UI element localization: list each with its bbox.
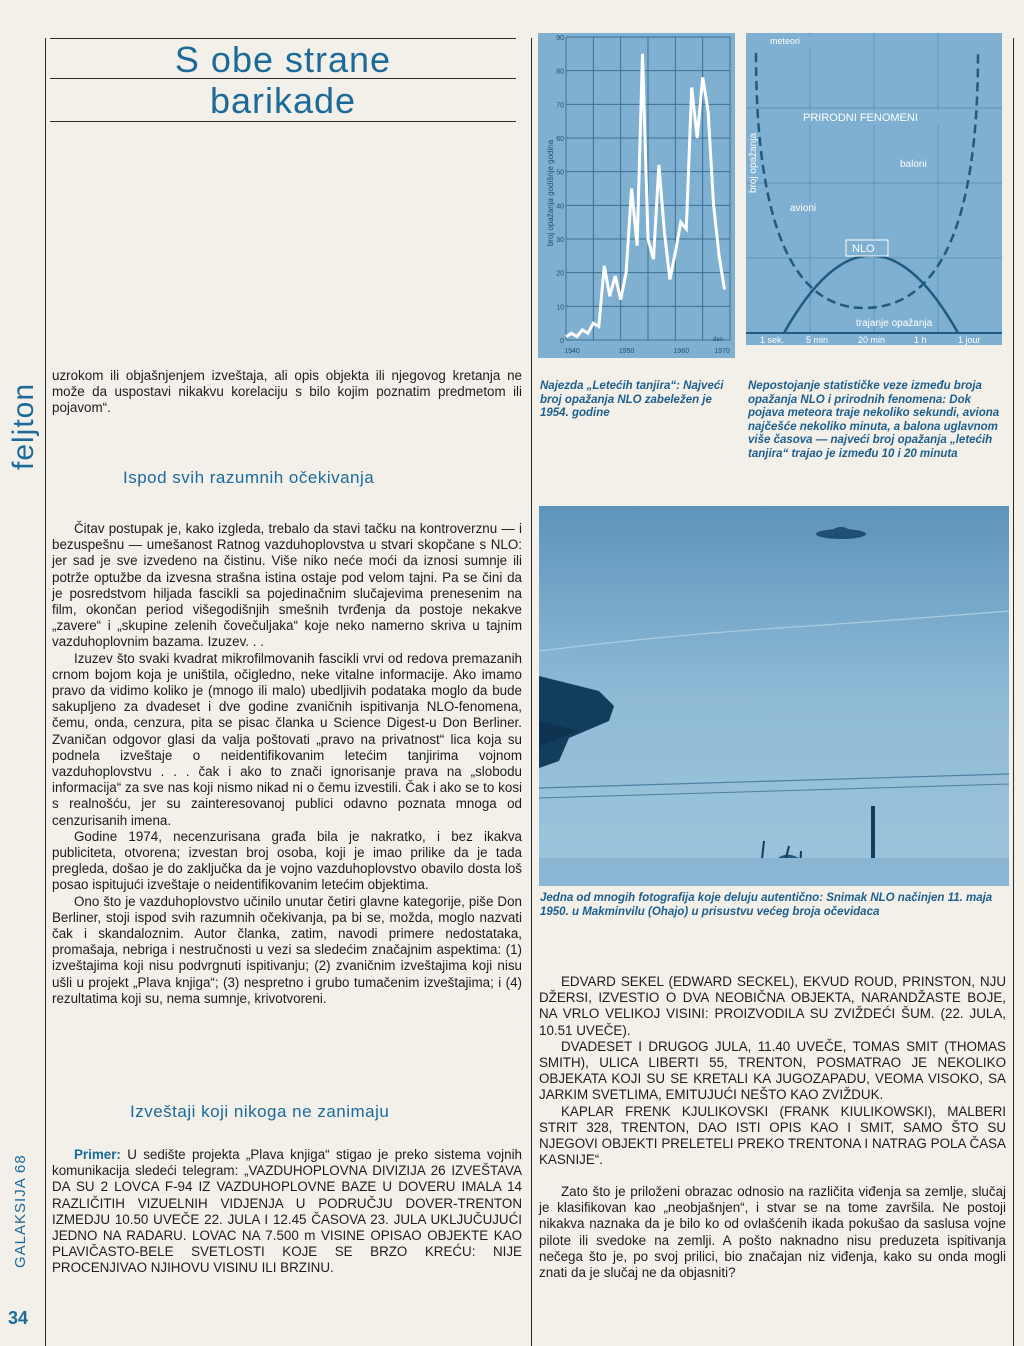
- label-natural-phenomena: PRIRODNI FENOMENI: [803, 112, 918, 124]
- caption-photo: Jedna od mnogih fotografija koje deluju autentično: Snimak NLO načinjen 11. maja 1950. u Makminvilu (Ohajo) u prisustvu većeg broja očevidaca: [540, 892, 993, 918]
- body-paragraph: Čitav postupak je, kako izgleda, trebalo da stavi tačku na kontroverznu — i bezuspešnu — umešanost Ratnog vazduhoplovstva u stvari skopčane s NLO: jer sad je sve izvedeno na čistinu. Više niko neće moći da iznosi sumnje ili potrže optužbe da izvesna strašna istina ostaje pod velom tajni. Pa se čini da je posredstvom hiljada fascikli sa pojedinačnim slučajevima prenesenim na film, okončan period višegodišnjih smešnih tvrđenja da postoje nekakve „zavere“ i „skupine zelenih čovečuljaka“ koje neko namerno skriva u tajnim vazduhoplovnim bazama. Izuzev. . .: [52, 521, 522, 650]
- x-tick-label: 1960: [673, 348, 690, 355]
- x-tick-label: 1940: [564, 348, 580, 355]
- y-tick-label: 20: [556, 270, 564, 278]
- label-nlo: NLO: [852, 243, 875, 255]
- y-tick-label: 60: [556, 136, 564, 143]
- page-title-line1: S obe strane: [174, 39, 392, 80]
- title-rule-3: [50, 121, 516, 122]
- intro-paragraph: uzrokom ili objašnjenjem izveštaja, ali opis objekta ili njegovog kretanja ne može da uspostavi nikakvu korelaciju s bilo kojim poznatim predmetom ili pojavom“.: [52, 368, 522, 416]
- primer-label: Primer:: [74, 1147, 121, 1162]
- y-tick-label: 50: [556, 169, 564, 177]
- column-divider-left: [531, 38, 532, 1346]
- subhead-2: Izveštaji koji nikoga ne zanimaju: [130, 1102, 390, 1121]
- x-tick-label: 1950: [618, 348, 635, 355]
- x-unit-label: den: [713, 337, 724, 343]
- subhead-1: Ispod svih razumnih očekivanja: [123, 468, 375, 487]
- primer-paragraph: [52, 1147, 522, 1277]
- x-tick-label: 1970: [714, 348, 730, 355]
- x-tick-label: 1 jour: [958, 335, 981, 345]
- page-title-line2: barikade: [209, 80, 357, 121]
- chart-duration-diagram: [746, 33, 1002, 345]
- caption-chart-2: Nepostojanje statističke veze između broja opažanja NLO i prirodnih fenomena: Dok pojava meteora traje nekoliko sekundi, aviona najčešće nekoliko minuta, a balona uglavnom više časova — najveći broj opažanja „letećih tanjira“ trajao je između 10 i 20 minuta: [748, 380, 1000, 460]
- y-tick-label: 80: [556, 68, 564, 76]
- y-tick-label: 40: [556, 203, 564, 211]
- y-axis-label: broj opažanja godišnje godina: [546, 139, 555, 247]
- y-tick-label: 0: [560, 338, 564, 345]
- x-tick-label: 20 min: [858, 335, 886, 345]
- caps-paragraph: EDVARD SEKEL (EDWARD SECKEL), EKVUD ROUD, PRINSTON, NJU DŽERSI, IZVESTIO O DVA NEOBIČNA OBJEKTA, NARANDŽASTE BOJE, NA VRLO VELIKOJ VISINI: PROIZVODILA SU ZVIŽDEĆI ŠUM. (22. JULA, 10.51 UVEČE).: [539, 974, 1006, 1038]
- body-paragraph: Izuzev što svaki kvadrat mikrofilmovanih fascikli vrvi od redova premazanih crnom bojom koja je uništila, očigledno, neke vitalne informacije. Ako imamo pravo da vidimo koliko je (mnogo ili malo) ubedljivih podataka moglo da bude sakupljeno za dvadeset i dve godine zvaničnih ispitivanja NLO-fenomena, čemu, onda, cenzura, pita se pisac članka u Science Digest-u Don Berliner. Zvaničan odgovor glasi da valja poštovati „pravo na privatnost“ lica koja su podnela izveštaje o neidentifikovanim letećim tanjirima vojnom vazduhoplovstvu . . . čak i ako to znači ignorisanje prava na „slobodu informacija“ za sve nas koji nismo nikad ni o čemu izvestili. Čak i ako se to kosi s realnošću, jer su zainteresovanoj publici odavno poznata mnoga od cenzurisanih imena.: [52, 650, 522, 828]
- ufo-photograph: [539, 506, 1009, 886]
- y-tick-label: 10: [556, 304, 564, 312]
- body-paragraph: Godine 1974, necenzurisana građa bila je nakratko, i bez ikakva publiciteta, otvorena; izvestan broj osoba, koji je imao prilike da je tada pregleda, došao je do zaključka da je vojno vazduhoplovstvo obavilo dosta loš posao ispitujući izveštaje o neidentifikovanim letećim objektima.: [52, 828, 522, 893]
- column-divider-right: [1013, 38, 1014, 1346]
- caps-paragraph: DVADESET I DRUGOG JULA, 11.40 UVEČE, TOMAS SMIT (THOMAS SMITH), ULICA LIBERTI 55, TRENTON, POSMATRAO JE NEKOLIKO OBJEKATA KOJI SU SE KRETALI KA JUGOZAPADU, VEOMA VISOKO, SA JARKIM SVETLIMA, EMITUJUĆI NEŠTO KAO ZVIŽDUK.: [539, 1038, 1006, 1103]
- magazine-label: GALAKSIJA 68: [12, 1154, 29, 1268]
- primer-text: U sedište projekta „Plava knjiga“ stigao je preko sistema vojnih komunikacija sledeći telegram: „VAZDUHOPLOVNA DIVIZIJA 26 IZVEŠTAVA DA SU 2 LOVCA F-94 IZ VAZDUHOPLOVNE BAZE U DOVERU IMALA 14 RAZLIČITIH VIZUELNIH VIDJENJA U PODRUČJU DOVER-TRENTON IZMEDJU 10.50 UVEČE 22. JULA I 12.45 ČASOVA 23. JULA UKLJUČUJUĆI JEDNO NA RADARU. LOVAC NA 7.500 m VISINE OPISAO OBJEKTE KAO PLAVIČASTO-BELE SVETLOSTI KOJE SE BRZO KREĆU: NIJE PROCENJIVAO NJIHOVU VISINU ILI BRZINU.: [52, 1147, 522, 1276]
- page-number: 34: [8, 1308, 29, 1328]
- body-paragraph: Ono što je vazduhoplovstvo učinilo unutar četiri glavne kategorije, piše Don Berliner, stoji ispod svih razumnih očekivanja, pa bi se, možda, moglo nazvati čak i skandaloznim. Autor članka, zatim, navodi primere nedostataka, promašaja, nebriga i nestručnosti u vezi sa sledećim značajnim aspektima: (1) izveštajima koji nisu podvrgnuti ispitivanju; (2) zvaničnim izveštajima koji nisu ušli u projekt „Plava knjiga“; (3) nespretno i grubo tumačenim izveštajima; i (4) rezultatima koji su, nema sumnje, krivotvoreni.: [52, 893, 522, 1006]
- label-avioni: avioni: [790, 203, 817, 214]
- label-baloni: baloni: [900, 159, 927, 170]
- left-margin-rule: [45, 38, 46, 1346]
- x-tick-label: 5 min: [806, 335, 829, 345]
- column-2-caps-body: [539, 974, 1006, 1168]
- body-paragraph: Zato što je priloženi obrazac odnosio na različita viđenja sa zemlje, slučaj je klasifikovan kao „neobjašnjen“, i stvar se na tome završila. Ne postoji nikakva naznaka da je bilo ko od ovlašćenih ikada pokušao da saslusa vojne pilote ili svedoke na zemlji. A pošto naknadno nisu preduzeta ispitivanja nečega što je, po svoj prilici, bio značajan niz viđenja, kako su onda mogli znati da je slučaj ne da objasniti?: [539, 1184, 1006, 1281]
- y-tick-label: 90: [556, 35, 564, 42]
- label-meteori: meteori: [770, 36, 801, 46]
- column-2-body: [539, 1184, 1006, 1281]
- diagram-y-axis-label: broj opažanja: [748, 132, 759, 194]
- caps-paragraph: KAPLAR FRENK KJULIKOVSKI (FRANK KIULIKOWSKI), MALBERI STRIT 328, TRENTON, DAO ISTI OPIS KAO I SMIT, SAMO ŠTO SU NJEGOVI OBJEKTI PRELETELI PREKO TRENTONA I NATRAG POLA ČASA KASNIJE“.: [539, 1103, 1006, 1168]
- chart-sightings-per-year: [538, 33, 735, 358]
- x-tick-label: 1 h: [914, 335, 927, 345]
- y-tick-label: 30: [556, 237, 564, 244]
- label-duration-axis: trajanje opažanja: [856, 318, 933, 329]
- caption-chart-1: Najezda „Letećih tanjira“: Najveći broj opažanja NLO zabeležen je 1954. godine: [540, 380, 724, 419]
- column-1-body: [52, 521, 522, 1007]
- x-tick-label: 1 sek.: [760, 335, 785, 345]
- section-label: feljton: [7, 382, 40, 470]
- y-tick-label: 70: [556, 102, 564, 110]
